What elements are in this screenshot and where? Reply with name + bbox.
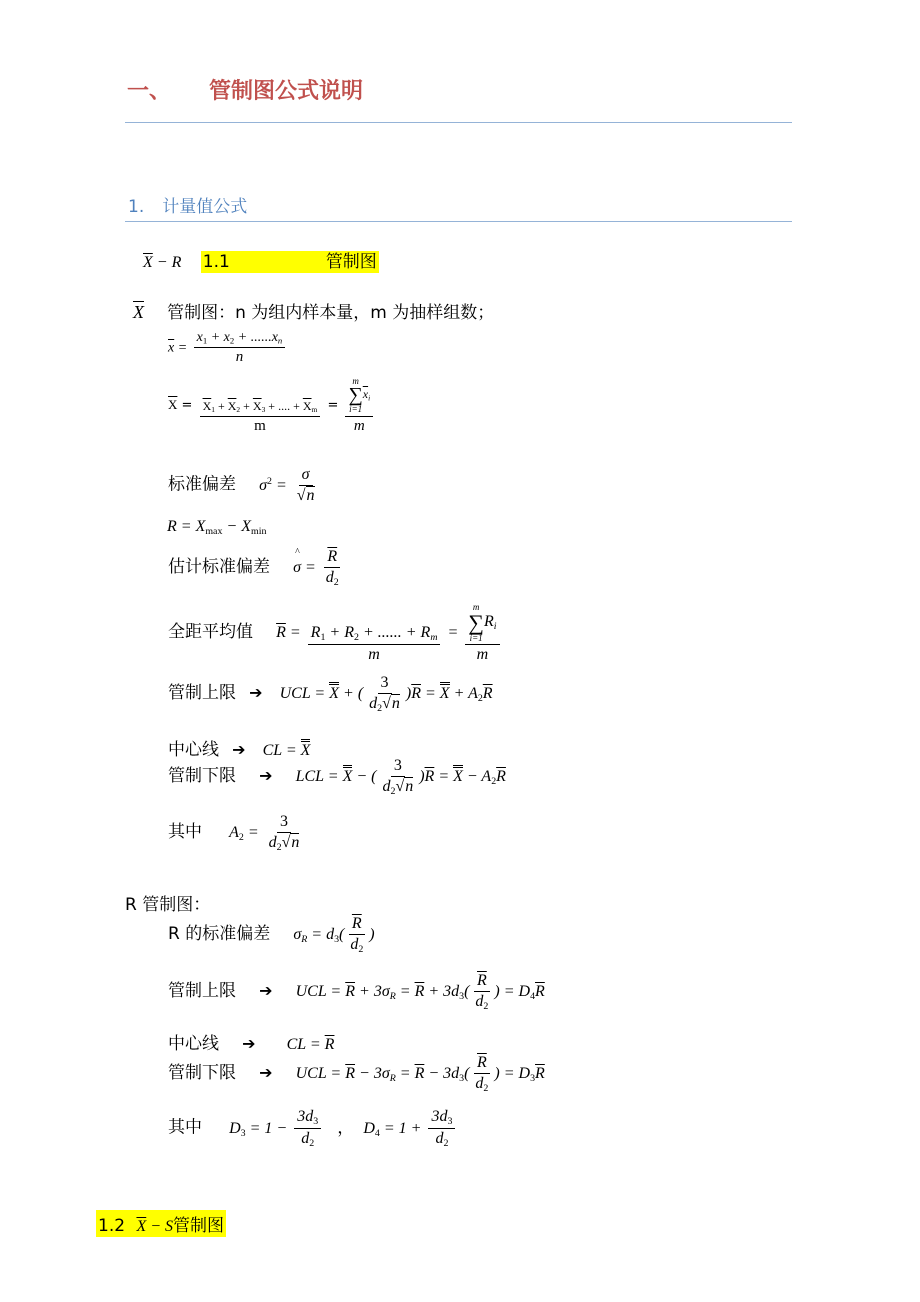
est-std-row: [168, 548, 345, 589]
r-lcl-row: [168, 1054, 545, 1095]
xbar-ucl-row: [168, 674, 493, 715]
label-est-std: 估计标准偏差: [168, 557, 270, 578]
formula-xbar: $\overline{x}$ = $\frac{x_1 + x_2 + ......x_n}{n}$: [168, 330, 288, 366]
label-range-avg: 全距平均值: [168, 622, 253, 643]
r-chart-title: R 管制图：: [125, 895, 211, 915]
heading-rule: [125, 122, 792, 123]
formula-xdoublebar: $\overline{X}$ = $\frac{\overline{X}_1 + \overline{X}_2 + \overline{X}_3 + .... + \overline{X}_m}{m}$ = m ∑ i=1 $\overline{x}_i$ m: [168, 376, 376, 435]
r-ucl-row: [168, 972, 545, 1013]
formula-d4: $D_4 = 1$ + $\frac{3d_3}{d_2}$: [363, 1120, 458, 1137]
section-heading: [128, 192, 247, 217]
xbar-s-formula: $\overline{X} - S$: [136, 1218, 174, 1235]
arrow-icon: ➔: [232, 740, 246, 759]
r-std-row: [168, 915, 375, 956]
label-xbar-lcl: 管制下限: [168, 766, 236, 787]
heading-title: 管制图公式说明: [209, 79, 364, 104]
formula-xbar-ucl: UCL = X + ( $\frac{3}{d_2√n}$ )$\overline{R} = X + A_2\overline{R}$: [279, 674, 493, 715]
subsection-1-1-label: 1.1 管制图: [202, 252, 377, 272]
subsection-1-2-number: 1.2: [98, 1216, 126, 1236]
formula-xbar-lcl: LCL = X − ( $\frac{3}{d_2√n}$ )$\overline{R} = X - A_2\overline{R}$: [295, 757, 506, 798]
label-where-a2: 其中: [168, 822, 202, 843]
formula-r-cl: CL = $\overline{R}$: [286, 1036, 335, 1053]
formula-a2: $A_2$ = $\frac{3}{d_2√n}$: [229, 813, 300, 854]
label-where-d: 其中: [168, 1117, 202, 1138]
section-number: 1.: [128, 197, 145, 217]
subsection-1-1: [143, 247, 379, 272]
xbar-intro-text: 管制图：n 为组内样本量，m 为抽样组数；: [167, 303, 495, 323]
formula-rbar: $\overline{R}$ = $\frac{R_1 + R_2 + ...... + R_m}{m}$ = m ∑ i=1 $R_i$ m: [276, 624, 502, 641]
label-xbar-ucl: 管制上限: [168, 683, 236, 704]
formula-r-ucl: UCL = $\overline{R} + 3\sigma_R = \overline{R} + 3d_3$( $\frac{\overline{R}}{d_2}$ ) = $D_4\overline{R}$: [295, 972, 545, 1013]
xbar-lcl-row: [168, 757, 506, 798]
a2-row: [168, 813, 305, 854]
arrow-icon: ➔: [259, 1063, 273, 1083]
arrow-icon: ➔: [259, 981, 273, 1001]
arrow-icon: ➔: [242, 1034, 256, 1053]
d3-d4-row: [168, 1108, 458, 1150]
formula-sigma-hat: σ ^ = $\frac{\overline{R}}{d_2}$: [293, 547, 339, 589]
label-xbar-cl: 中心线: [168, 740, 219, 760]
label-r-ucl: 管制上限: [168, 981, 236, 1002]
label-std: 标准偏差: [168, 474, 236, 495]
std-row: [168, 466, 321, 506]
formula-r-lcl: UCL = $\overline{R} - 3\sigma_R = \overline{R} - 3d_3$( $\frac{\overline{R}}{d_2}$ ) = $D_3\overline{R}$: [295, 1054, 545, 1095]
xbar-intro: [133, 298, 494, 323]
r-cl-row: [168, 1029, 334, 1054]
formula-sigma-r: $\sigma_R = d_3$( $\frac{\overline{R}}{d_2}$ ): [293, 915, 375, 956]
subsection-1-2-title: 管制图: [173, 1216, 225, 1236]
formula-xbar-cl: CL = X: [263, 742, 311, 759]
section-title: 计量值公式: [162, 197, 248, 217]
arrow-icon: ➔: [249, 683, 263, 703]
label-r-std: R 的标准偏差: [168, 924, 271, 945]
heading-number: 一、: [127, 79, 172, 104]
page-heading: [127, 74, 363, 105]
label-r-lcl: 管制下限: [168, 1063, 236, 1084]
xbar-r-formula: $\overline{X} - R$: [143, 254, 182, 271]
comma: ，: [337, 1117, 355, 1138]
formula-range: $R = X_{max} - X_{min}$: [167, 518, 267, 537]
formula-d3: $D_3 = 1$ − $\frac{3d_3}{d_2}$: [229, 1120, 324, 1137]
formula-sigma-sq: $\sigma^2$ = $\frac{\sigma}{√n}$: [259, 466, 315, 505]
subsection-1-2: [96, 1210, 226, 1237]
range-avg-row: [168, 602, 503, 665]
xbar-symbol: $\overline{X}$: [133, 302, 144, 322]
section-rule: [125, 221, 792, 222]
arrow-icon: ➔: [259, 766, 273, 786]
label-r-cl: 中心线: [168, 1034, 219, 1054]
